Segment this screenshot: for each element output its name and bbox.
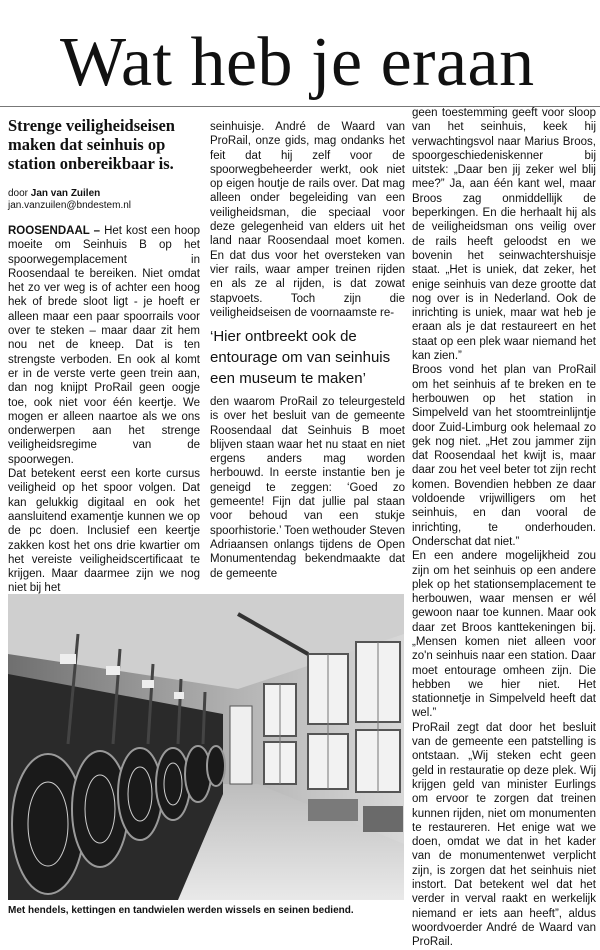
kicker: Strenge veiligheidseisen maken dat seinhuis op station onbereikbaar is. xyxy=(8,116,175,173)
paragraph-text: Het kost een hoop moeite om Seinhuis B op het spoorwegemplacement in Roosendaal te bereiken. Niet omdat het zo ver weg is of achter een hoog hek of brede sloot ligt - je hoeft er alleen maar een paar spoorrails voor over te steken – maar daar zit hem nou net de kneep. Dat is ten strengste verboden. En ook al komt er in de verste verte geen trein aan, dan nog knijpt ProRail geen oogje toe, ook niet voor één keertje. We mogen er alleen naartoe als we ons onderwerpen aan het strenge veiligheidsregime van de spoorwegen. xyxy=(8,225,201,466)
paragraph: seinhuisje. André de Waard van ProRail, onze gids, mag ondanks het feit dat hij zelf voor de spoorwegbeheerder werkt, ook niet op eigen houtje de rails over. Dat mag alleen onder begeleiding van een veiligheidsman, die speciaal voor deze gelegenheid van elders uit het land naar Roosendaal moet komen. En dat dus voor het oversteken van vier rails, waar amper treinen rijden en als ze al rijden, is dat zowat stapvoets. Toch zijn die veiligheidseisen de voornaamste re- xyxy=(210,121,405,319)
photo-signal-box-interior xyxy=(8,594,404,900)
byline xyxy=(8,188,198,212)
paragraph: En een andere mogelijkheid zou zijn om het seinhuis op een andere plek op het stationsemplacement te herbouwen, waar mensen er wél gewoon naar toe kunnen. Maar ook daar zet Broos kanttekeningen bij. „Mensen komen niet alleen voor zo'n seinhuis naar een station. Daar moet entourage omheen zijn. Die hebben we hier niet. Het stationnetje in Simpelveld heeft dat wel.” xyxy=(412,550,596,720)
article-column-2-top xyxy=(210,120,405,319)
paragraph: geen toestemming geeft voor sloop van het seinhuis, keek hij verwachtingsvol naar Marius Broos, spoorgeschiedeniskenner bij uitstek: „Daar ben jij zeker wel blij mee?” Ja, aan één kant wel, maar Broos zag onmiddellijk de beperkingen. En die herhaalt hij als de veiligheidsman ons veilig over de rails heeft geloodst en we bovenin het seinwachtershuisje staat. „Het is uniek, dat zeker, het enige seinhuis van deze grootte dat nog over is in Nederland. Ook de inrichting is uniek, maar wat heb je eraan als je dat restaureert en het staat op een plek waar niemand het kan zien.” xyxy=(412,107,596,363)
photo-caption: Met hendels, kettingen en tandwielen werden wissels en seinen bediend. xyxy=(8,905,354,916)
dateline: ROOSENDAAL – xyxy=(8,225,101,237)
article-column-3 xyxy=(412,106,596,949)
byline-prefix: door xyxy=(8,188,29,199)
photo-illustration xyxy=(8,594,404,900)
paragraph: den waarom ProRail zo teleurgesteld is over het besluit van de gemeente Roosendaal dat Seinhuis B moet blijven staan waar het nu staat en niet ergens anders mag worden herbouwd. In eerste instantie ben je geneigd te zeggen: ‘Goed zo gemeente! Fijn dat jullie pal staan voor behoud van een stukje spoorhistorie.’ Toen wethouder Steven Adriaansen onlangs tijdens de Open Monumentendag bekendmaakte dat de gemeente xyxy=(210,396,405,580)
paragraph xyxy=(8,224,200,467)
byline-author: Jan van Zuilen xyxy=(30,188,101,199)
article-column-1 xyxy=(8,224,201,595)
pull-quote: ‘Hier ontbreekt ook de entourage om van seinhuis een museum te maken’ xyxy=(210,328,391,387)
article-column-2-bottom xyxy=(210,395,405,589)
byline-email[interactable]: jan.vanzuilen@bndestem.nl xyxy=(8,200,132,211)
paragraph: Dat betekent eerst een korte cursus veiligheid op het spoor volgen. Dat kan gelukkig digitaal en ook het aansluitend examentje kunnen we op de pc doen. Inclusief een keertje zakken kost het ons drie kwartier om het vereiste veiligheidscertificaat te krijgen. Maar daarmee zijn we nog niet bij het xyxy=(8,468,200,595)
headline: Wat heb je eraan xyxy=(60,24,535,101)
paragraph: ProRail zegt dat door het besluit van de gemeente een patstelling is ontstaan. „Wij steken echt geen geld in restauratie op deze plek. Wij krijgen geld van minister Eurlings om ervoor te zorgen dat treinen kunnen rijden, niet om monumenten te restaureren. Het enige wat we doen, omdat we dat in het kader van de monumentenwet verplicht zijn, is zorgen dat het seinhuis niet instort. Dat betekent wel dat het verder in verval raakt en werkelijk niemand er iets aan heeft”, aldus woordvoerder André de Waard van ProRail. xyxy=(412,721,596,949)
paragraph: Broos vond het plan van ProRail om het seinhuis af te breken en te herbouwen op het station in Simpelveld van het stoomtreinlijntje door Zuid-Limburg ook helemaal zo gek nog niet. „Het zou jammer zijn dat Roosendaal het kwijt is, maar daar zou het veel beter tot zijn recht komen. Bovendien hebben ze daar voldoende vrijwilligers om het seinhuis, en dan vooral de inrichting, te onderhouden. Onderschat dat niet.” xyxy=(412,364,596,548)
